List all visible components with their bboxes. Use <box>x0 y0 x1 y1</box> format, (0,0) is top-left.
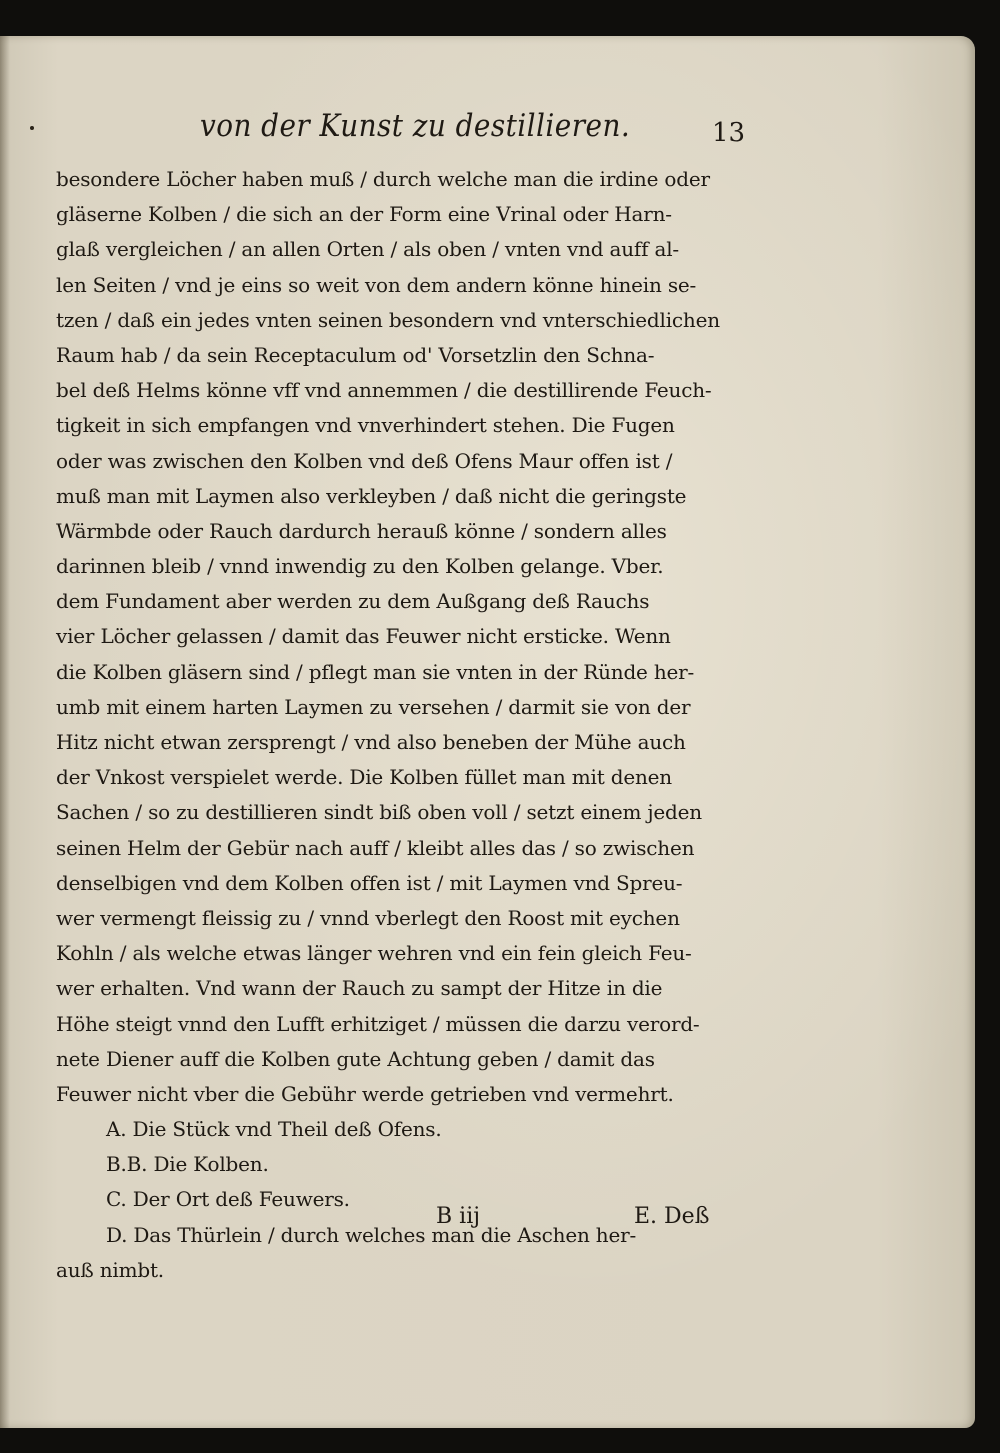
catchword: E. Deß <box>634 1204 710 1229</box>
page-footer <box>56 1204 736 1240</box>
text-line: bel deß Helms könne vff vnd annemmen / die destillirende Feuch- <box>56 378 712 403</box>
text-line: besondere Löcher haben muß / durch welche man die irdine oder <box>56 167 710 191</box>
text-line: Sachen / so zu destillieren sindt biß oben voll / setzt einem jeden <box>56 800 702 825</box>
text-line: len Seiten / vnd je eins so weit von dem andern könne hinein se- <box>56 272 697 297</box>
text-line: die Kolben gläsern sind / pflegt man sie vnten in der Ründe her- <box>56 659 695 684</box>
legend-item: D. Das Thürlein / durch welches man die Aschen her- <box>106 1222 637 1247</box>
text-line: wer erhalten. Vnd wann der Rauch zu sampt der Hitze in die <box>56 976 663 1001</box>
body-lines <box>56 162 736 1112</box>
page-gutter-shadow <box>0 36 10 1428</box>
text-line: muß man mit Laymen also verkleyben / daß nicht die geringste <box>56 483 687 508</box>
signature-mark: B iij <box>436 1204 481 1229</box>
text-line: Höhe steigt vnnd den Lufft erhitziget / müssen die darzu verord- <box>56 1011 700 1036</box>
text-line: dem Fundament aber werden zu dem Außgang deß Rauchs <box>56 589 650 614</box>
text-line: vier Löcher gelassen / damit das Feuwer nicht ersticke. Wenn <box>56 624 671 649</box>
legend-item: B.B. Die Kolben. <box>106 1152 269 1177</box>
text-line: oder was zwischen den Kolben vnd deß Ofens Maur offen ist / <box>56 448 673 473</box>
text-line: Raum hab / da sein Receptaculum od' Vorsetzlin den Schna- <box>56 342 655 367</box>
text-line: umb mit einem harten Laymen zu versehen / darmit sie von der <box>56 694 691 719</box>
margin-mark <box>30 126 34 130</box>
text-line: tzen / daß ein jedes vnten seinen besondern vnd vnterschiedlichen <box>56 307 720 332</box>
text-line: glaß vergleichen / an allen Orten / als oben / vnten vnd auff al- <box>56 237 679 262</box>
text-line: nete Diener auff die Kolben gute Achtung geben / damit das <box>56 1046 655 1071</box>
text-line: darinnen bleib / vnnd inwendig zu den Kolben gelange. Vber. <box>56 554 664 579</box>
page-number: 13 <box>712 118 746 148</box>
running-head: von der Kunst zu destillieren. <box>200 108 631 144</box>
text-line: Kohln / als welche etwas länger wehren vnd ein fein gleich Feu- <box>56 941 692 966</box>
text-line: seinen Helm der Gebür nach auff / kleibt alles das / so zwischen <box>56 835 695 860</box>
figure-legend <box>56 1112 736 1288</box>
main-text <box>56 162 736 1288</box>
text-line: Hitz nicht etwan zersprengt / vnd also beneben der Mühe auch <box>56 730 686 754</box>
legend-item-continuation: auß nimbt. <box>56 1257 164 1282</box>
text-line: Feuwer nicht vber die Gebühr werde getrieben vnd vermehrt. <box>56 1081 674 1106</box>
text-line: Wärmbde oder Rauch dardurch herauß könne / sondern alles <box>56 518 667 543</box>
legend-item: A. Die Stück vnd Theil deß Ofens. <box>106 1117 442 1142</box>
text-line: tigkeit in sich empfangen vnd vnverhindert stehen. Die Fugen <box>56 413 675 438</box>
text-line: der Vnkost verspielet werde. Die Kolben füllet man mit denen <box>56 765 672 790</box>
legend-item: C. Der Ort deß Feuwers. <box>106 1187 350 1212</box>
text-line: wer vermengt fleissig zu / vnnd vberlegt den Roost mit eychen <box>56 905 680 930</box>
text-line: gläserne Kolben / die sich an der Form eine Vrinal oder Harn- <box>56 202 672 227</box>
text-line: denselbigen vnd dem Kolben offen ist / mit Laymen vnd Spreu- <box>56 870 683 895</box>
